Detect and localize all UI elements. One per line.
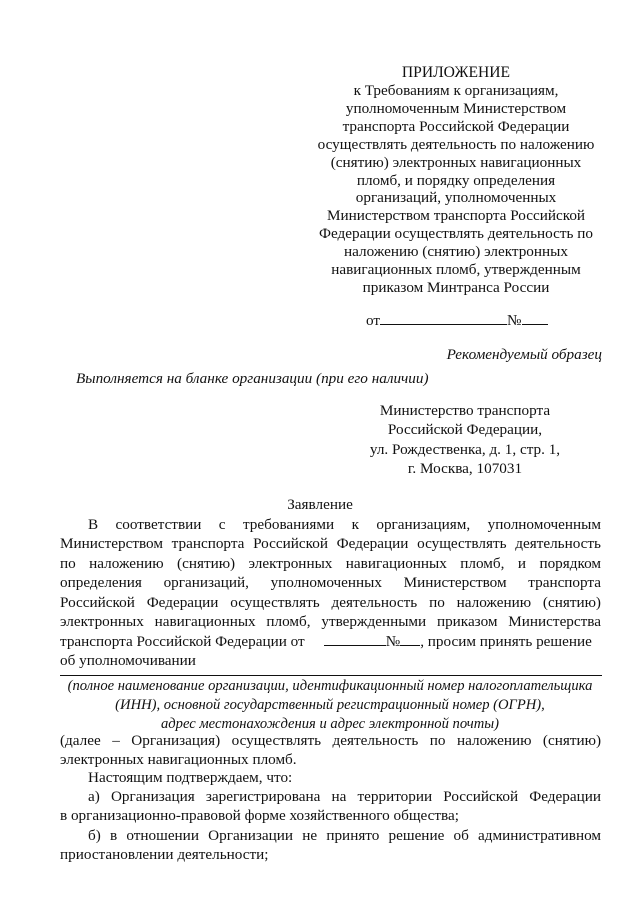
annex-line: навигационных пломб, утвержденным xyxy=(331,261,581,279)
addressee-line: Российской Федерации, xyxy=(387,421,543,439)
text-line: электронных навигационных пломб. xyxy=(60,751,297,769)
annex-header xyxy=(300,64,612,297)
text-fragment: , просим принять решение xyxy=(420,633,592,651)
annex-line: к Требованиям к организациям, xyxy=(353,82,559,99)
statement-paragraph-3 xyxy=(60,768,601,787)
annex-line: осуществлять деятельность по наложению xyxy=(317,135,595,153)
text-line: б) в отношении Организации не принято решение об административном xyxy=(88,827,601,844)
annex-line: организаций, уполномоченных xyxy=(355,189,557,207)
item-a xyxy=(60,787,601,826)
annex-line: приказом Минтранса России xyxy=(362,278,550,296)
addressee-line: Министерство транспорта xyxy=(379,402,551,419)
text-line: в организационно-правовой форме хозяйственного общества; xyxy=(60,807,459,825)
annex-line: (снятию) электронных навигационных xyxy=(330,153,582,171)
statement-title: Заявление xyxy=(287,496,353,513)
text-line: В соответствии с требованиями к организациям, уполномоченным xyxy=(88,516,601,533)
order-reference xyxy=(366,310,548,330)
caption-line: (ИНН), основной государственный регистрационный номер (ОГРН), xyxy=(115,697,545,713)
annex-line: Федерации осуществлять деятельность по xyxy=(319,225,593,243)
text-fragment: транспорта Российской Федерации от xyxy=(60,633,305,651)
decree-number-label: № xyxy=(385,633,401,651)
annex-line: наложению (снятию) электронных xyxy=(344,243,568,261)
caption-line: (полное наименование организации, идентификационный номер налогоплательщика xyxy=(67,678,593,694)
recommended-sample-label: Рекомендуемый образец xyxy=(446,346,602,363)
text-line: Министерством транспорта Российской Федерации осуществлять деятельность xyxy=(60,535,601,553)
annex-line: пломб, и порядку определения xyxy=(356,171,556,189)
text-line: (далее – Организация) осуществлять деятельность по наложению (снятию) xyxy=(60,732,601,749)
statement-paragraph-2 xyxy=(60,731,601,770)
organization-field-caption xyxy=(56,677,604,734)
statement-paragraph-1 xyxy=(60,515,601,670)
addressee-block xyxy=(365,401,565,479)
text-line: электронных навигационных пломб, утвержденными приказом Министерства xyxy=(60,612,601,630)
caption-line: адрес местонахождения и адрес электронной почты) xyxy=(160,716,500,732)
text-line: приостановлении деятельности; xyxy=(60,846,269,864)
annex-line: Министерством транспорта Российской xyxy=(326,207,586,225)
order-number-blank xyxy=(522,310,548,325)
text-line: а) Организация зарегистрирована на территории Российской Федерации xyxy=(88,788,601,805)
order-date-blank xyxy=(380,310,507,325)
addressee-line: ул. Рождественка, д. 1, стр. 1, xyxy=(369,440,561,458)
text-line: по наложению (снятию) электронных навигационных пломб, и порядком xyxy=(60,554,601,572)
item-b xyxy=(60,826,601,865)
letterhead-note: Выполняется на бланке организации (при его наличии) xyxy=(76,370,429,387)
text-line: Российской Федерации осуществлять деятельность по наложению (снятию) xyxy=(60,593,601,611)
text-line: Настоящим подтверждаем, что: xyxy=(88,769,293,786)
annex-line: транспорта Российской Федерации xyxy=(342,117,570,135)
annex-line: уполномоченным Министерством xyxy=(345,99,567,117)
organization-name-line xyxy=(60,675,602,676)
text-line-with-blanks xyxy=(60,631,601,650)
text-line: об уполномочивании xyxy=(60,651,196,669)
order-from-label: от xyxy=(366,312,381,329)
addressee-line: г. Москва, 107031 xyxy=(407,460,523,478)
decree-date-blank xyxy=(324,631,386,646)
decree-number-blank xyxy=(400,631,420,646)
text-line: определения организаций, уполномоченных Министерством транспорта xyxy=(60,574,601,592)
annex-title: ПРИЛОЖЕНИЕ xyxy=(401,64,511,81)
order-number-label: № xyxy=(507,312,522,329)
